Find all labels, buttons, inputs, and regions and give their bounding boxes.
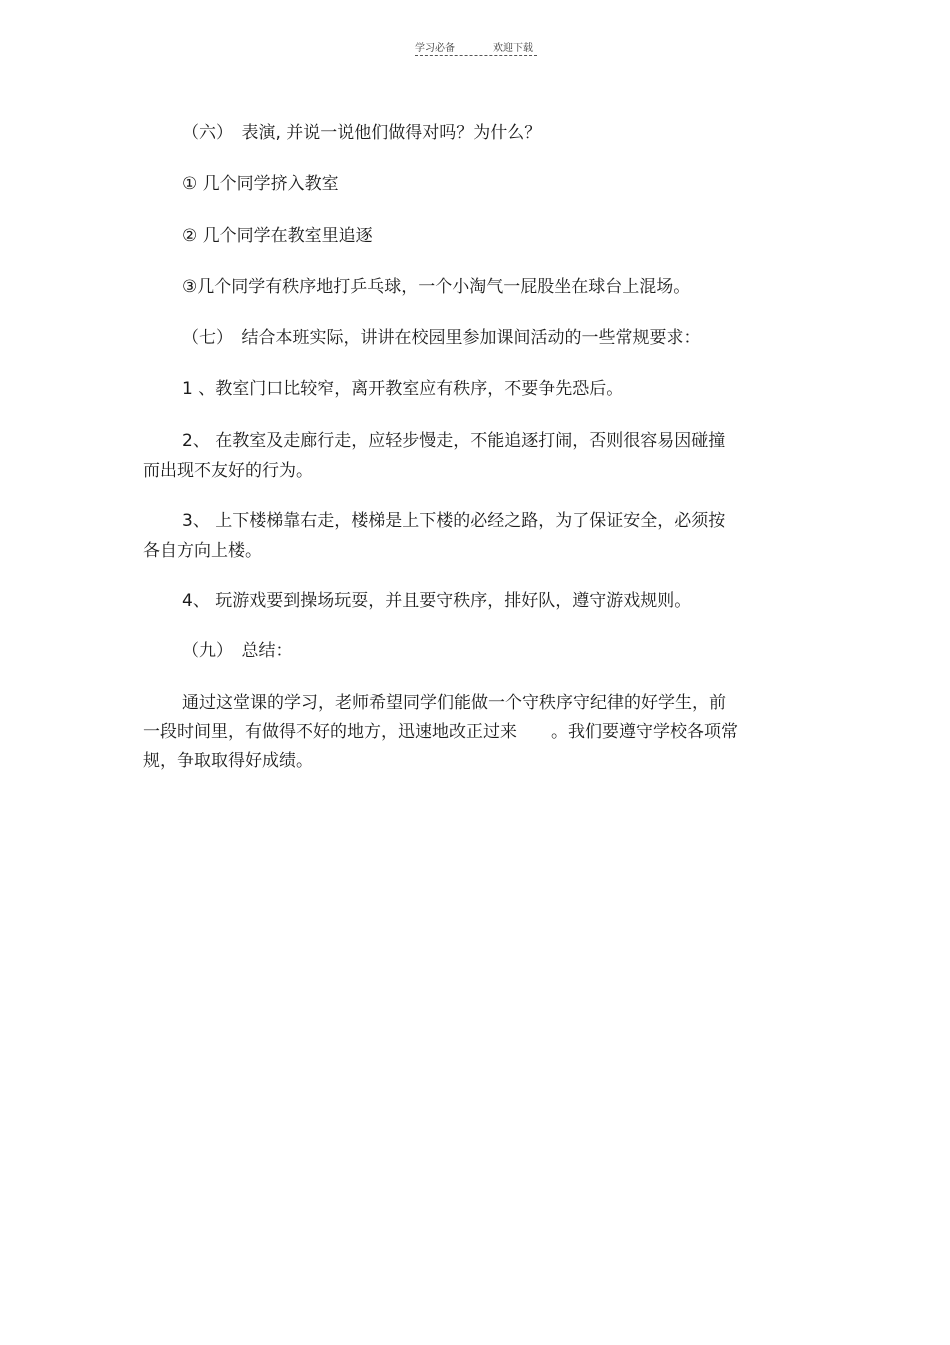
rule-3-line-2: 各自方向上楼。	[143, 541, 262, 561]
section-6-title: （六） 表演, 并说一说他们做得对吗？为什么？	[182, 123, 542, 143]
summary-line-2: 一段时间里，有做得不好的地方，迅速地改正过来 。我们要遵守学校各项常	[143, 722, 738, 742]
rule-2-line-1: 2、 在教室及走廊行走，应轻步慢走，不能追逐打闹，否则很容易因碰撞	[182, 431, 726, 451]
section-6-item-1: ① 几个同学挤入教室	[182, 174, 339, 194]
section-6-item-3: ③几个同学有秩序地打乒乓球，一个小淘气一屁股坐在球台上混场。	[182, 277, 691, 297]
rule-1: 1 、教室门口比较窄，离开教室应有秩序，不要争先恐后。	[182, 379, 624, 399]
rule-3-line-1: 3、 上下楼梯靠右走，楼梯是上下楼的必经之路，为了保证安全，必须按	[182, 511, 726, 531]
header-right: 欢迎下载	[493, 43, 533, 54]
header-left: 学习必备	[415, 43, 455, 54]
section-6-item-2: ② 几个同学在教室里追逐	[182, 226, 373, 246]
section-7-title: （七） 结合本班实际，讲讲在校园里参加课间活动的一些常规要求：	[182, 328, 701, 348]
header-rule	[415, 55, 537, 56]
rule-4: 4、 玩游戏要到操场玩耍，并且要守秩序，排好队，遵守游戏规则。	[182, 591, 692, 611]
rule-2-line-2: 而出现不友好的行为。	[143, 461, 313, 481]
section-9-title: （九） 总结：	[182, 641, 293, 661]
summary-line-1: 通过这堂课的学习，老师希望同学们能做一个守秩序守纪律的好学生，前	[182, 693, 726, 713]
summary-line-3: 规，争取取得好成绩。	[143, 751, 313, 771]
